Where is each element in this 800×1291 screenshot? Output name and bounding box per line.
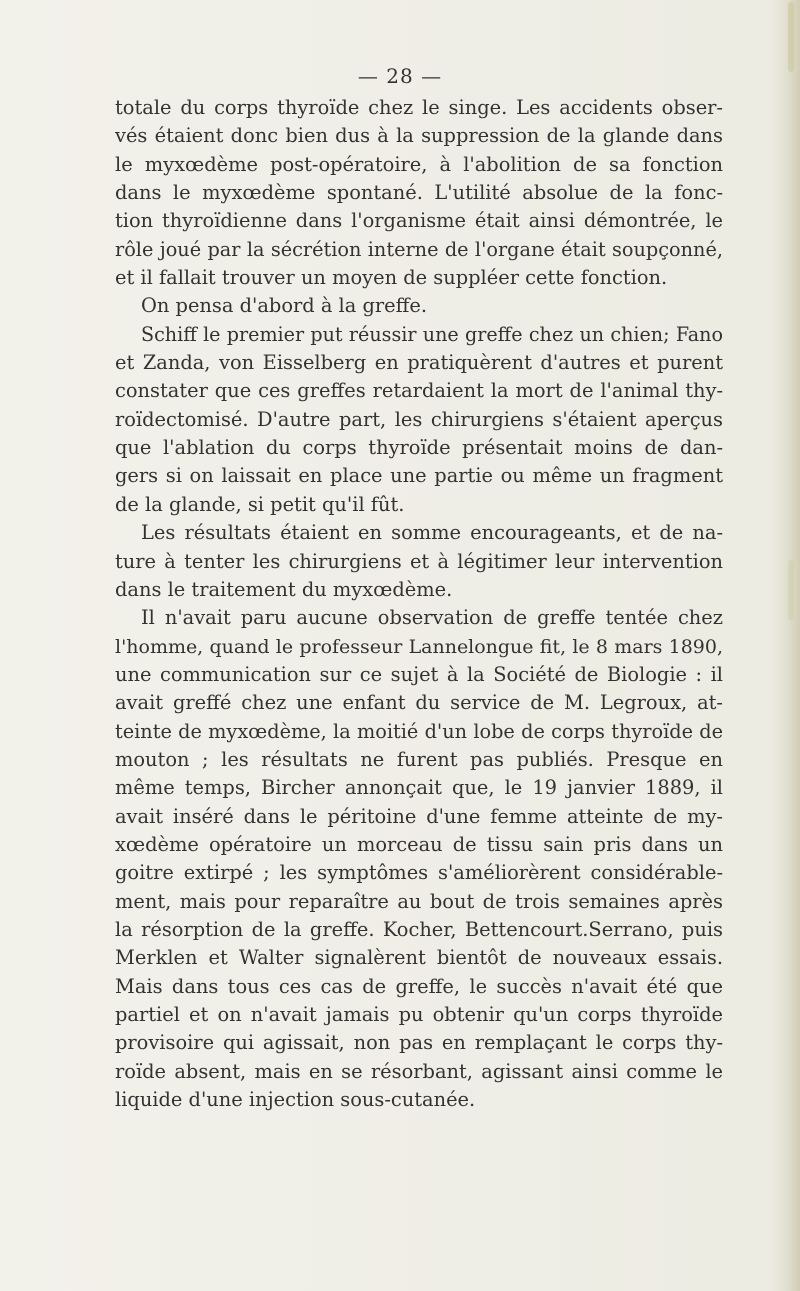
text-line: tion thyroïdienne dans l'organisme était ainsi démontrée, le [115, 209, 723, 233]
paragraph [115, 321, 723, 519]
text-line: le myxœdème post-opératoire, à l'abolition de sa fonction [115, 152, 723, 176]
text-line: rôle joué par la sécrétion interne de l'organe était soupçonné, [115, 237, 723, 261]
text-line: totale du corps thyroïde chez le singe. Les accidents obser- [115, 96, 723, 119]
page-edge-shadow [772, 0, 800, 1291]
text-line: ture à tenter les chirurgiens et à légitimer leur intervention [115, 549, 723, 573]
text-line: Il n'avait paru aucune observation de greffe tentée chez [141, 606, 723, 630]
text-line: teinte de myxœdème, la moitié d'un lobe de corps thyroïde de [115, 719, 723, 743]
text-line: de la glande, si petit qu'il fût. [115, 492, 405, 516]
paragraph [115, 604, 723, 1114]
text-line: gers si on laissait en place une partie ou même un fragment [115, 464, 723, 488]
text-line: Mais dans tous ces cas de greffe, le succès n'avait été que [115, 974, 723, 998]
text-line: partiel et on n'avait jamais pu obtenir qu'un corps thyroïde [115, 1003, 723, 1026]
page-edge-stain [788, 2, 794, 72]
text-line: provisoire qui agissait, non pas en remplaçant le corps thy- [115, 1031, 723, 1055]
text-line: roïde absent, mais en se résorbant, agissant ainsi comme le [115, 1059, 723, 1083]
page-number: — 28 — [357, 64, 443, 88]
text-line: Schiff le premier put réussir une greffe chez un chien; Fano [141, 322, 723, 346]
text-line: avait greffé chez une enfant du service de M. Legroux, at- [115, 691, 723, 715]
paragraph [115, 519, 723, 604]
text-line: mouton ; les résultats ne furent pas publiés. Presque en [115, 747, 723, 771]
text-line: On pensa d'abord à la greffe. [141, 294, 428, 318]
text-line: ment, mais pour reparaître au bout de trois semaines après [115, 889, 723, 913]
text-line: Merklen et Walter signalèrent bientôt de nouveaux essais. [115, 946, 723, 970]
text-line: roïdectomisé. D'autre part, les chirurgiens s'étaient aperçus [115, 407, 723, 431]
text-line: xœdème opératoire un morceau de tissu sain pris dans un [115, 832, 723, 856]
text-line: l'homme, quand le professeur Lannelongue fit, le 8 mars 1890, [115, 635, 723, 658]
text-line: avait inséré dans le péritoine d'une femme atteinte de my- [115, 804, 723, 828]
text-line: dans le myxœdème spontané. L'utilité absolue de la fonc- [115, 181, 723, 205]
text-line: constater que ces greffes retardaient la mort de l'animal thy- [115, 379, 723, 403]
body-text [115, 94, 723, 1114]
text-line: Les résultats étaient en somme encourageants, et de na- [141, 521, 723, 545]
text-line: que l'ablation du corps thyroïde présentait moins de dan- [115, 436, 723, 460]
text-line: la résorption de la greffe. Kocher, Bettencourt.Serrano, puis [115, 917, 723, 941]
text-line: dans le traitement du myxœdème. [115, 577, 453, 601]
text-line: goitre extirpé ; les symptômes s'améliorèrent considérable- [115, 861, 723, 885]
paragraph [115, 94, 723, 292]
text-line: et il fallait trouver un moyen de suppléer cette fonction. [115, 266, 668, 290]
text-line: liquide d'une injection sous-cutanée. [115, 1088, 476, 1112]
text-line: même temps, Bircher annonçait que, le 19 janvier 1889, il [115, 776, 723, 800]
text-line: et Zanda, von Eisselberg en pratiquèrent d'autres et purent [115, 351, 723, 375]
text-line: une communication sur ce sujet à la Société de Biologie : il [115, 662, 723, 686]
paragraph [115, 292, 723, 320]
page-edge-stain [788, 560, 794, 620]
text-line: vés étaient donc bien dus à la suppression de la glande dans [115, 124, 723, 148]
